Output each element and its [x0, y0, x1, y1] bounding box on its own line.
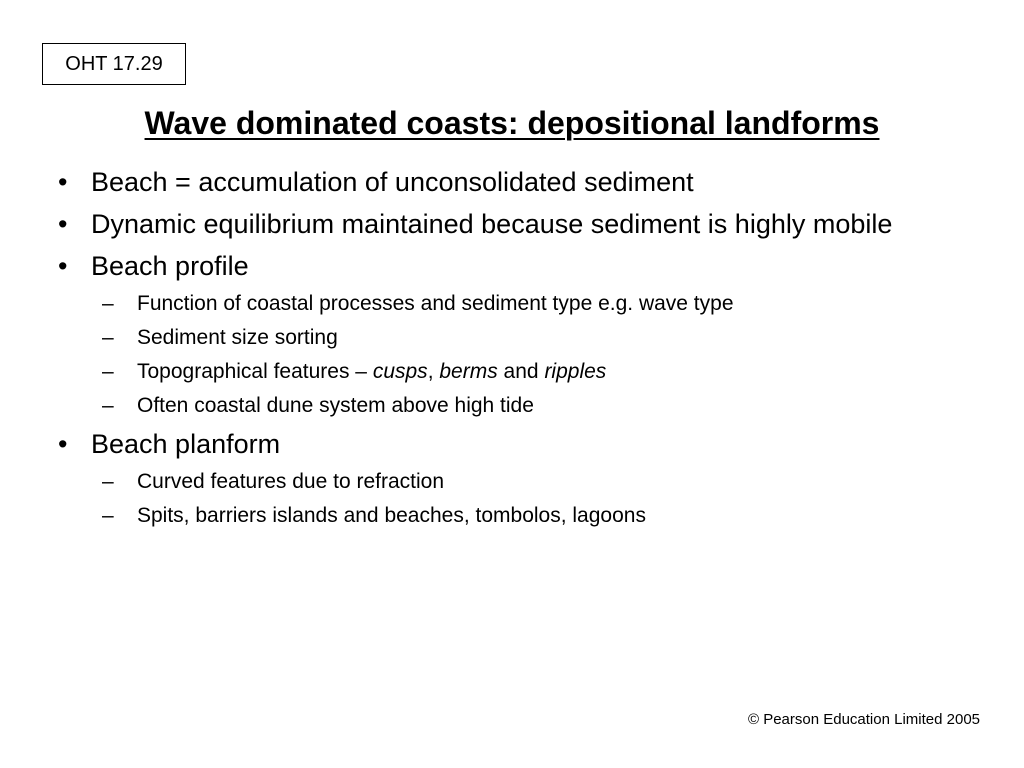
sub-bullet-text: Curved features due to refraction [137, 470, 445, 493]
copyright-footer: © Pearson Education Limited 2005 [747, 711, 980, 728]
bullet-text: Beach = accumulation of unconsolidated sediment [91, 167, 694, 197]
bullet-marker: • [58, 167, 68, 197]
bullet-marker: • [58, 209, 68, 239]
sub-bullet-text: Function of coastal processes and sediment type e.g. wave type [137, 292, 734, 315]
sub-bullet-text: Sediment size sorting [137, 326, 338, 349]
text-run: Topographical features – [137, 360, 373, 383]
bullet-marker: • [58, 429, 68, 459]
term-ripples: ripples [544, 360, 607, 383]
sub-bullet-list [102, 291, 958, 419]
term-cusps: cusps [372, 360, 428, 383]
dash-marker: – [102, 292, 114, 315]
bullet-text: Beach planform [91, 429, 281, 459]
text-run: , [427, 360, 440, 383]
sub-bullet-item [102, 469, 958, 495]
bullet-text: Beach profile [91, 251, 249, 281]
slide-number-badge: OHT 17.29 [42, 43, 186, 85]
bullet-item [58, 165, 958, 199]
sub-bullet-item [102, 503, 958, 529]
dash-marker: – [102, 326, 114, 349]
bullet-item [58, 427, 958, 461]
sub-bullet-text: Spits, barriers islands and beaches, tombolos, lagoons [137, 504, 646, 527]
bullet-text: Dynamic equilibrium maintained because sediment is highly mobile [91, 209, 893, 239]
sub-bullet-text [137, 360, 606, 383]
bullet-item [58, 207, 958, 241]
sub-bullet-item [102, 291, 958, 317]
dash-marker: – [102, 504, 114, 527]
sub-bullet-list [102, 469, 958, 529]
dash-marker: – [102, 394, 114, 417]
bullet-list [58, 165, 958, 537]
bullet-marker: • [58, 251, 68, 281]
sub-bullet-item [102, 359, 958, 385]
sub-bullet-text: Often coastal dune system above high tide [137, 394, 534, 417]
term-berms: berms [439, 360, 498, 383]
dash-marker: – [102, 470, 114, 493]
sub-bullet-item [102, 393, 958, 419]
text-run: and [497, 360, 545, 383]
slide-title: Wave dominated coasts: depositional landforms [144, 105, 880, 141]
bullet-item [58, 249, 958, 283]
dash-marker: – [102, 360, 114, 383]
sub-bullet-item [102, 325, 958, 351]
